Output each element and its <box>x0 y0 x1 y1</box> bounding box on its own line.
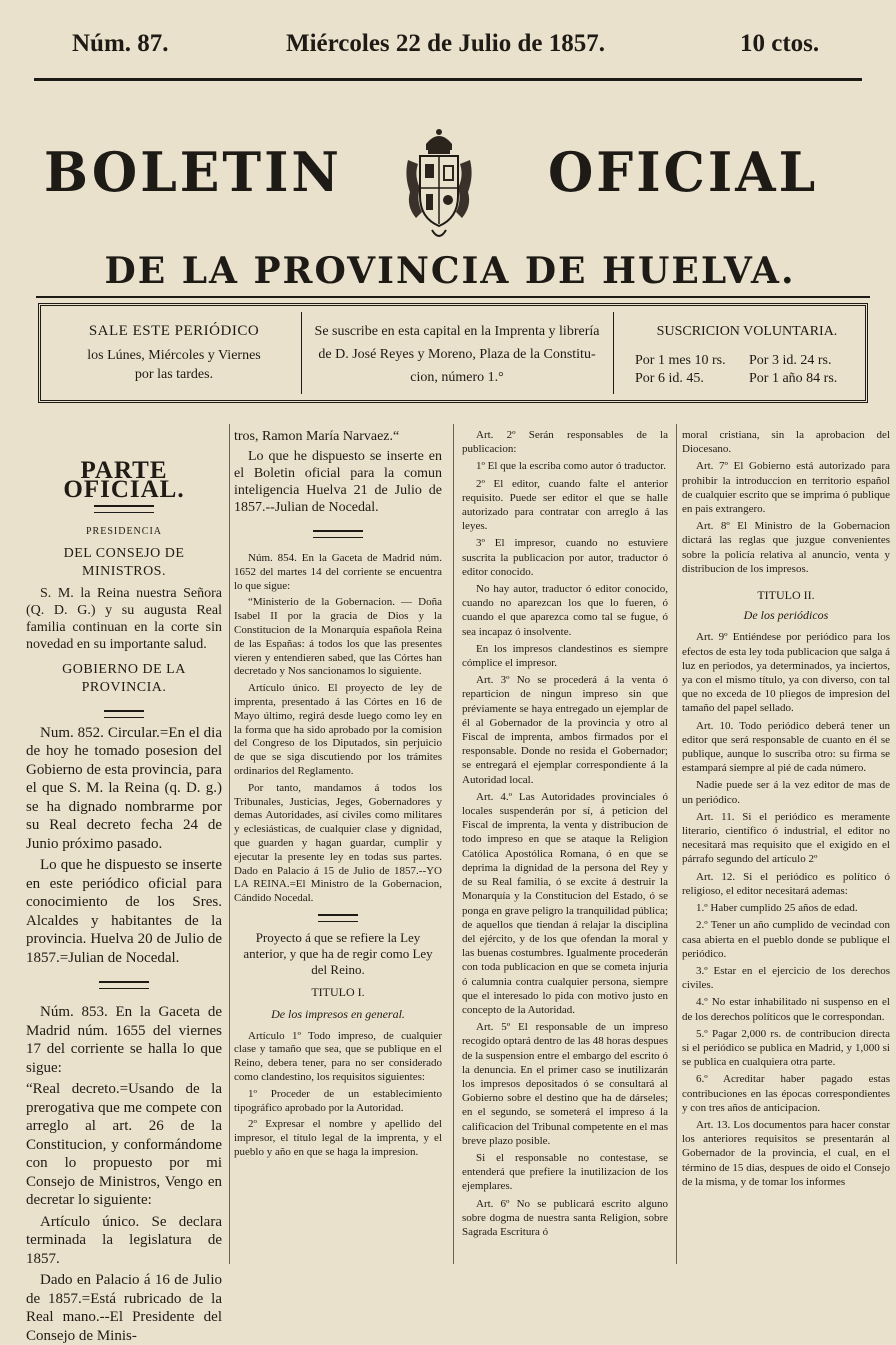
paragraph: Lo que he dispuesto se inserte en el Boletin oficial para la comun inteligencia Huelva 21 de Julio de 1857.--Julian de Nocedal. <box>234 449 442 515</box>
subtitle-heading: De los impresos en general. <box>271 1006 405 1021</box>
issue-price: 10 ctos. <box>740 30 820 57</box>
paragraph: “Ministerio de la Gobernacion. — Doña Isabel II por la gracia de Dios y la Constitucion de la Monarquía española Reina de las Españas: á todos los que las presentes vieren y entendieren sabed, que las Córtes han decretado y Nos sancionamos lo siguiente. <box>234 596 442 678</box>
subscribe-line3: cion, número 1.° <box>410 370 504 385</box>
paragraph: En los impresos clandestinos es siempre cómplice el impresor. <box>462 642 668 670</box>
paragraph: 6.º Acreditar haber pagado estas contribuciones en las épocas correspondientes y con tres años de anticipacion. <box>682 1073 890 1114</box>
ornament-rule <box>318 914 358 922</box>
ornament-rule <box>94 505 154 513</box>
subscribe-line1: Se suscribe en esta capital en la Imprenta y librería <box>314 324 600 339</box>
subtitle-heading: De los periódicos <box>743 608 829 623</box>
paragraph: Art. 12. Si el periódico es político ó religioso, el editor necesitará ademas: <box>682 870 890 897</box>
title-heading: TITULO I. <box>311 984 365 999</box>
info-divider <box>613 312 614 394</box>
price-3: Por 6 id. 45. <box>635 371 704 386</box>
paragraph: Artículo único. Se declara terminada la legislatura de 1857. <box>26 1213 222 1267</box>
publication-info-box <box>38 303 868 403</box>
info-divider <box>301 312 302 394</box>
subscribe-line2: de D. José Reyes y Moreno, Plaza de la Constitu- <box>318 347 596 362</box>
paragraph: S. M. la Reina nuestra Señora (Q. D. G.) y su augusta Real familia continuan en la corte sin novedad en su importante salud. <box>26 585 222 652</box>
paragraph: Art. 13. Los documentos para hacer constar los anteriores requisitos se presentarán al Gobernador de la provincia, el cual, en el término de 15 dias, despues de oido el Consejo de la misma, y de tomar los informes <box>682 1118 890 1188</box>
paragraph: Artículo único. El proyecto de ley de imprenta, presentado á las Córtes en 16 de Mayo último, regirá desde luego como ley en la forma que ha sido aprobado por la comision del Congreso de los Diputados, sin perjuicio de que se siga discutiendo por los trámites ordinarios del Reglamento. <box>234 682 442 777</box>
ornament-rule <box>313 530 363 538</box>
title-right: OFICIAL <box>548 140 819 205</box>
paragraph: Art. 4.º Las Autoridades provinciales ó locales suspenderán por sí, á peticion del Fiscal de imprenta, la venta y distribucion de todo impreso en que se ataque la Religion Católica Apostólica Romana, ó en que se deprima la dignidad de la persona del Rey y de su Real familia, ó se excite á destruir la Monarquía y la Constitucion del Estado, ó se ponga en grave peligro la tranquilidad pública; de aquellos que tiendan á relajar la disciplina del ejército, y de los que ofendan la moral y las buenas costumbres. Igualmente procederán con toda publicacion en que se cometa injuria ó calumnia contra cualquier persona, siempre que el interesado lo pida con motivo justo en concepto de la Autoridad. <box>462 790 668 1016</box>
issue-date: Miércoles 22 de Julio de 1857. <box>286 30 605 57</box>
paragraph: Nadie puede ser á la vez editor de mas de un periódico. <box>682 779 890 806</box>
paragraph: 2º Expresar el nombre y apellido del impresor, el título legal de la imprenta, y el pueblo y año en que se haga la impresion. <box>234 1118 442 1158</box>
subtitle-rule <box>36 296 870 298</box>
council-heading: DEL CONSEJO DE MINISTROS. <box>63 545 185 579</box>
price-2: Por 3 id. 24 rs. <box>749 353 832 368</box>
paragraph: Art. 6º No se publicará escrito alguno sobre dogma de nuestra santa Religion, sobre Sagrada Escritura ó <box>462 1197 668 1238</box>
price-4: Por 1 año 84 rs. <box>749 371 838 386</box>
paragraph: Art. 3º No se procederá á la venta ó reparticion de ningun impreso sin que préviamente se haya entregado un ejemplar de él al Gobernador de la provincia y otro al Fiscal de imprenta, ambos firmados por el responsable. Donde no resida el Gobernador; se entregará el ejemplar correspondiente á la Autoridad local. <box>462 674 668 786</box>
ornament-rule <box>99 981 149 989</box>
column-rule <box>453 424 454 1264</box>
paragraph: Art. 11. Si el periódico es meramente literario, científico ó industrial, el editor no necesitará mas requisito que el exigido en el párrafo segundo del artículo 2º <box>682 810 890 866</box>
issue-number: Núm. 87. <box>72 30 169 57</box>
price-cell <box>619 306 859 400</box>
paragraph: “Real decreto.=Usando de la prerogativa que me compete con arreglo al art. 26 de la Constitucion, y conformándome con lo propuesto por mi Consejo de Ministros, Vengo en decretar lo siguiente: <box>26 1081 222 1208</box>
paragraph: Num. 852. Circular.=En el dia de hoy he tomado posesion del Gobierno de esta provincia, para el que S. M. la Reina (q. D. g.) se ha dignado nombrarme por su Real decreto fecha 24 de Junio próximo pasado. <box>26 724 222 852</box>
paragraph: 1º Proceder de un establecimiento tipográfico aprobado por la Autoridad. <box>234 1087 442 1114</box>
column-2 <box>234 428 442 1264</box>
paragraph: tros, Ramon María Narvaez.“ <box>234 429 400 444</box>
paragraph: Art. 10. Todo periódico deberá tener un editor que será responsable de cuanto en él se publique, aunque lo suscriba otro: su firma se estampará siempre al pié de cada número. <box>682 719 890 775</box>
paragraph: Núm. 854. En la Gaceta de Madrid núm. 1652 del martes 14 del corriente se encuentra lo que sigue: <box>234 552 442 592</box>
column-rule <box>229 424 230 1264</box>
paragraph: 2.º Tener un año cumplido de vecindad con casa abierta en el pueblo donde se publique el periódico. <box>682 919 890 960</box>
paragraph: 4.º No estar inhabilitado ni suspenso en el de los derechos políticos que le correspondan. <box>682 996 890 1023</box>
paragraph: 5.º Pagar 2,000 rs. de contribucion directa si el periódico se publica en Madrid, y 1,000 si se publica en cualquiera otra parte. <box>682 1027 890 1069</box>
title-left: BOLETIN <box>44 140 342 205</box>
schedule-line2: por las tardes. <box>134 367 214 382</box>
schedule-title: SALE ESTE PERIÓDICO <box>88 323 260 339</box>
paragraph: Núm. 853. En la Gaceta de Madrid núm. 1655 del viernes 17 del corriente se halla lo que sigue: <box>26 1004 222 1076</box>
schedule-cell <box>49 306 299 400</box>
title-heading: TITULO II. <box>757 588 815 603</box>
paragraph: Si el responsable no contestase, se entenderá que prefiere la inutilizacion de los ejemplares. <box>462 1151 668 1193</box>
ornament-rule <box>104 710 144 718</box>
subscribe-cell <box>307 306 607 400</box>
paragraph: Art. 9º Entiéndese por periódico para los efectos de esta ley toda publicacion que salga á luz en periodos, ya determinados, ya inciertos, ya con el mismo título, ya con diverso, con tal que no exceda de 10 pliegos de impresion del tamaño del papel sellado. <box>682 631 890 715</box>
paragraph: Dado en Palacio á 16 de Julio de 1857.=Está rubricado de la Real mano.--El Presidente del Consejo de Minis- <box>26 1272 222 1344</box>
government-heading: GOBIERNO DE LA PROVINCIA. <box>62 661 186 695</box>
column-1 <box>26 428 222 1344</box>
paragraph: Artículo 1º Todo impreso, de cualquier clase y tamaño que sea, que se publique en el Reino, debera tener, para no ser considerado como clandestino, los requisitos siguientes: <box>234 1029 442 1083</box>
province-subtitle: DE LA PROVINCIA DE HUELVA. <box>104 250 796 292</box>
column-4 <box>682 428 890 1264</box>
paragraph: 3.º Estar en el ejercicio de los derechos civiles. <box>682 964 890 992</box>
paragraph: Lo que he dispuesto se inserte en este periódico oficial para conocimiento de los Sres. Alcaldes y habitantes de la provincia. Huelva 20 de Julio de 1857.=Julian de Nocedal. <box>26 857 222 966</box>
price-1: Por 1 mes 10 rs. <box>635 353 726 368</box>
paragraph: moral cristiana, sin la aprobacion del Diocesano. <box>682 429 890 456</box>
header-rule <box>34 78 862 81</box>
column-3 <box>462 428 668 1264</box>
paragraph: No hay autor, traductor ó editor conocido, cuando no aparezcan los que lo fueren, ó cuando el que aparezca como tal se fugue, ó sea incapaz ó insolvente. <box>462 583 668 638</box>
paragraph: 3º El impresor, cuando no estuviere suscrita la publicacion por autor, traductor ó editor conocido. <box>462 537 668 578</box>
schedule-line1: los Lúnes, Miércoles y Viernes <box>87 348 261 363</box>
paragraph: 1º El que la escriba como autor ó traductor. <box>476 460 667 473</box>
paragraph: Art. 8º El Ministro de la Gobernacion dictará las reglas que juzgue convenientes sobre la policía relativa al anuncio, venta y distribucion de los impresos. <box>682 520 890 575</box>
paragraph: Por tanto, mandamos á todos los Tribunales, Justicias, Jeges, Gobernadores y demas Autoridades, así civiles como militares y eclesiásticas, de cualquier clase y dignidad, que guarden y hagan guardar, cumplir y ejecutar la presente ley en todas sus partes. Dado en Palacio á 15 de Julio de 1857.--YO LA REINA.=El Ministro de la Gobernacion, Cándido Nocedal. <box>234 781 442 905</box>
price-title: SUSCRICION VOLUNTARIA. <box>656 324 838 339</box>
paragraph: 2º El editor, cuando falte el anterior requisito. Puede ser editor el que se halle autorizado para contratar con arreglo á las leyes. <box>462 477 668 533</box>
section-heading: PARTE OFICIAL. <box>63 457 185 503</box>
paragraph: Art. 5º El responsable de un impreso recogido optará dentro de las 48 horas despues de la suspension entre el embargo del escrito ó la denuncia. En el primer caso se inutilizarán los impresos depositados ó se consultará al Gobierno sobre el destino que ha de dárseles; en el segundo, se someterá el impreso á la calificacion del Tribunal competente en el mas breve plazo posible. <box>462 1021 668 1147</box>
paragraph: Proyecto á que se refiere la Ley anterior, y que ha de regir como Ley del Reino. <box>243 929 433 977</box>
coat-of-arms-icon <box>398 126 480 242</box>
paragraph: Art. 7º El Gobierno está autorizado para prohibir la introduccion en territorio español de cualquier escrito que se imprima ó publique en pais extrangero. <box>682 460 890 516</box>
paragraph: 1.º Haber cumplido 25 años de edad. <box>696 902 858 915</box>
presidency-heading: PRESIDENCIA <box>85 526 162 537</box>
issue-header <box>40 26 856 66</box>
column-rule <box>676 424 677 1264</box>
paragraph: Art. 2º Serán responsables de la publicacion: <box>462 429 668 456</box>
